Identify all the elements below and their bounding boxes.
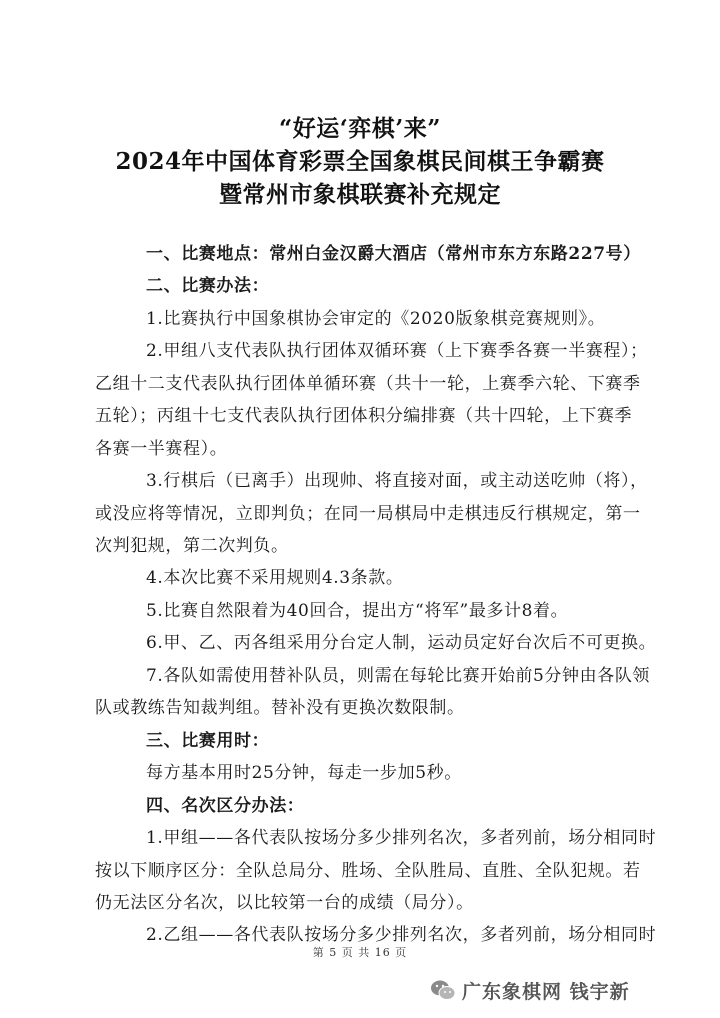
body-line: 每方基本用时25分钟，每走一步加5秒。 (146, 763, 462, 783)
body-line: 7.各队如需使用替补队员，则需在每轮比赛开始前5分钟由各队领 (146, 666, 651, 686)
body-line: 1.甲组——各代表队按场分多少排列名次，多者列前，场分相同时 (146, 828, 657, 848)
body-line: 队或教练告知裁判组。替补没有更换次数限制。 (95, 698, 465, 718)
body-line: 五轮）；丙组十七支代表队执行团体积分编排赛（共十四轮，上下赛季 (95, 406, 633, 426)
title-line-1: “好运‘弈棋’来” (279, 115, 441, 142)
title-line-3: 暨常州市象棋联赛补充规定 (219, 181, 501, 208)
title-line-2: 2024年中国体育彩票全国象棋民间棋王争霸赛 (115, 148, 605, 175)
body-line: 6.甲、乙、丙各组采用分台定人制，运动员定好台次后不可更换。 (146, 633, 657, 653)
section-heading-method: 二、比赛办法： (146, 276, 270, 296)
body-line: 5.比赛自然限着为40回合，提出方“将军”最多计8着。 (146, 601, 569, 621)
body-line: 乙组十二支代表队执行团体单循环赛（共十一轮，上赛季六轮、下赛季 (95, 374, 641, 394)
body-line: 2.甲组八支代表队执行团体双循环赛（上下赛季各赛一半赛程）； (146, 341, 648, 361)
body-line: 3.行棋后（已离手）出现帅、将直接对面，或主动送吃帅（将）， (146, 471, 648, 491)
watermark-text: 广东象棋网 钱宇新 (462, 980, 630, 1003)
section-heading-ranking: 四、名次区分办法： (146, 796, 305, 816)
body-line: 1.比赛执行中国象棋协会审定的《2020版象棋竞赛规则》。 (146, 309, 606, 329)
body-line: 或没应将等情况，立即判负；在同一局棋局中走棋违反行棋规定，第一 (95, 504, 641, 524)
body-line: 次判犯规，第二次判负。 (95, 536, 289, 556)
page-number: 第 5 页 共 16 页 (312, 946, 408, 959)
body-line: 仍无法区分名次，以比较第一台的成绩（局分）。 (95, 893, 474, 913)
wechat-icon (430, 979, 456, 1001)
body-line: 各赛一半赛程）。 (95, 439, 228, 459)
section-heading-time: 三、比赛用时： (146, 731, 270, 751)
body-line: 2.乙组——各代表队按场分多少排列名次，多者列前，场分相同时 (146, 925, 657, 945)
section-heading-venue: 一、比赛地点：常州白金汉爵大酒店（常州市东方东路227号） (146, 244, 641, 264)
body-line: 4.本次比赛不采用规则4.3条款。 (146, 568, 404, 588)
watermark (430, 977, 630, 1003)
body-line: 按以下顺序区分：全队总局分、胜场、全队胜局、直胜、全队犯规。若 (95, 861, 641, 881)
